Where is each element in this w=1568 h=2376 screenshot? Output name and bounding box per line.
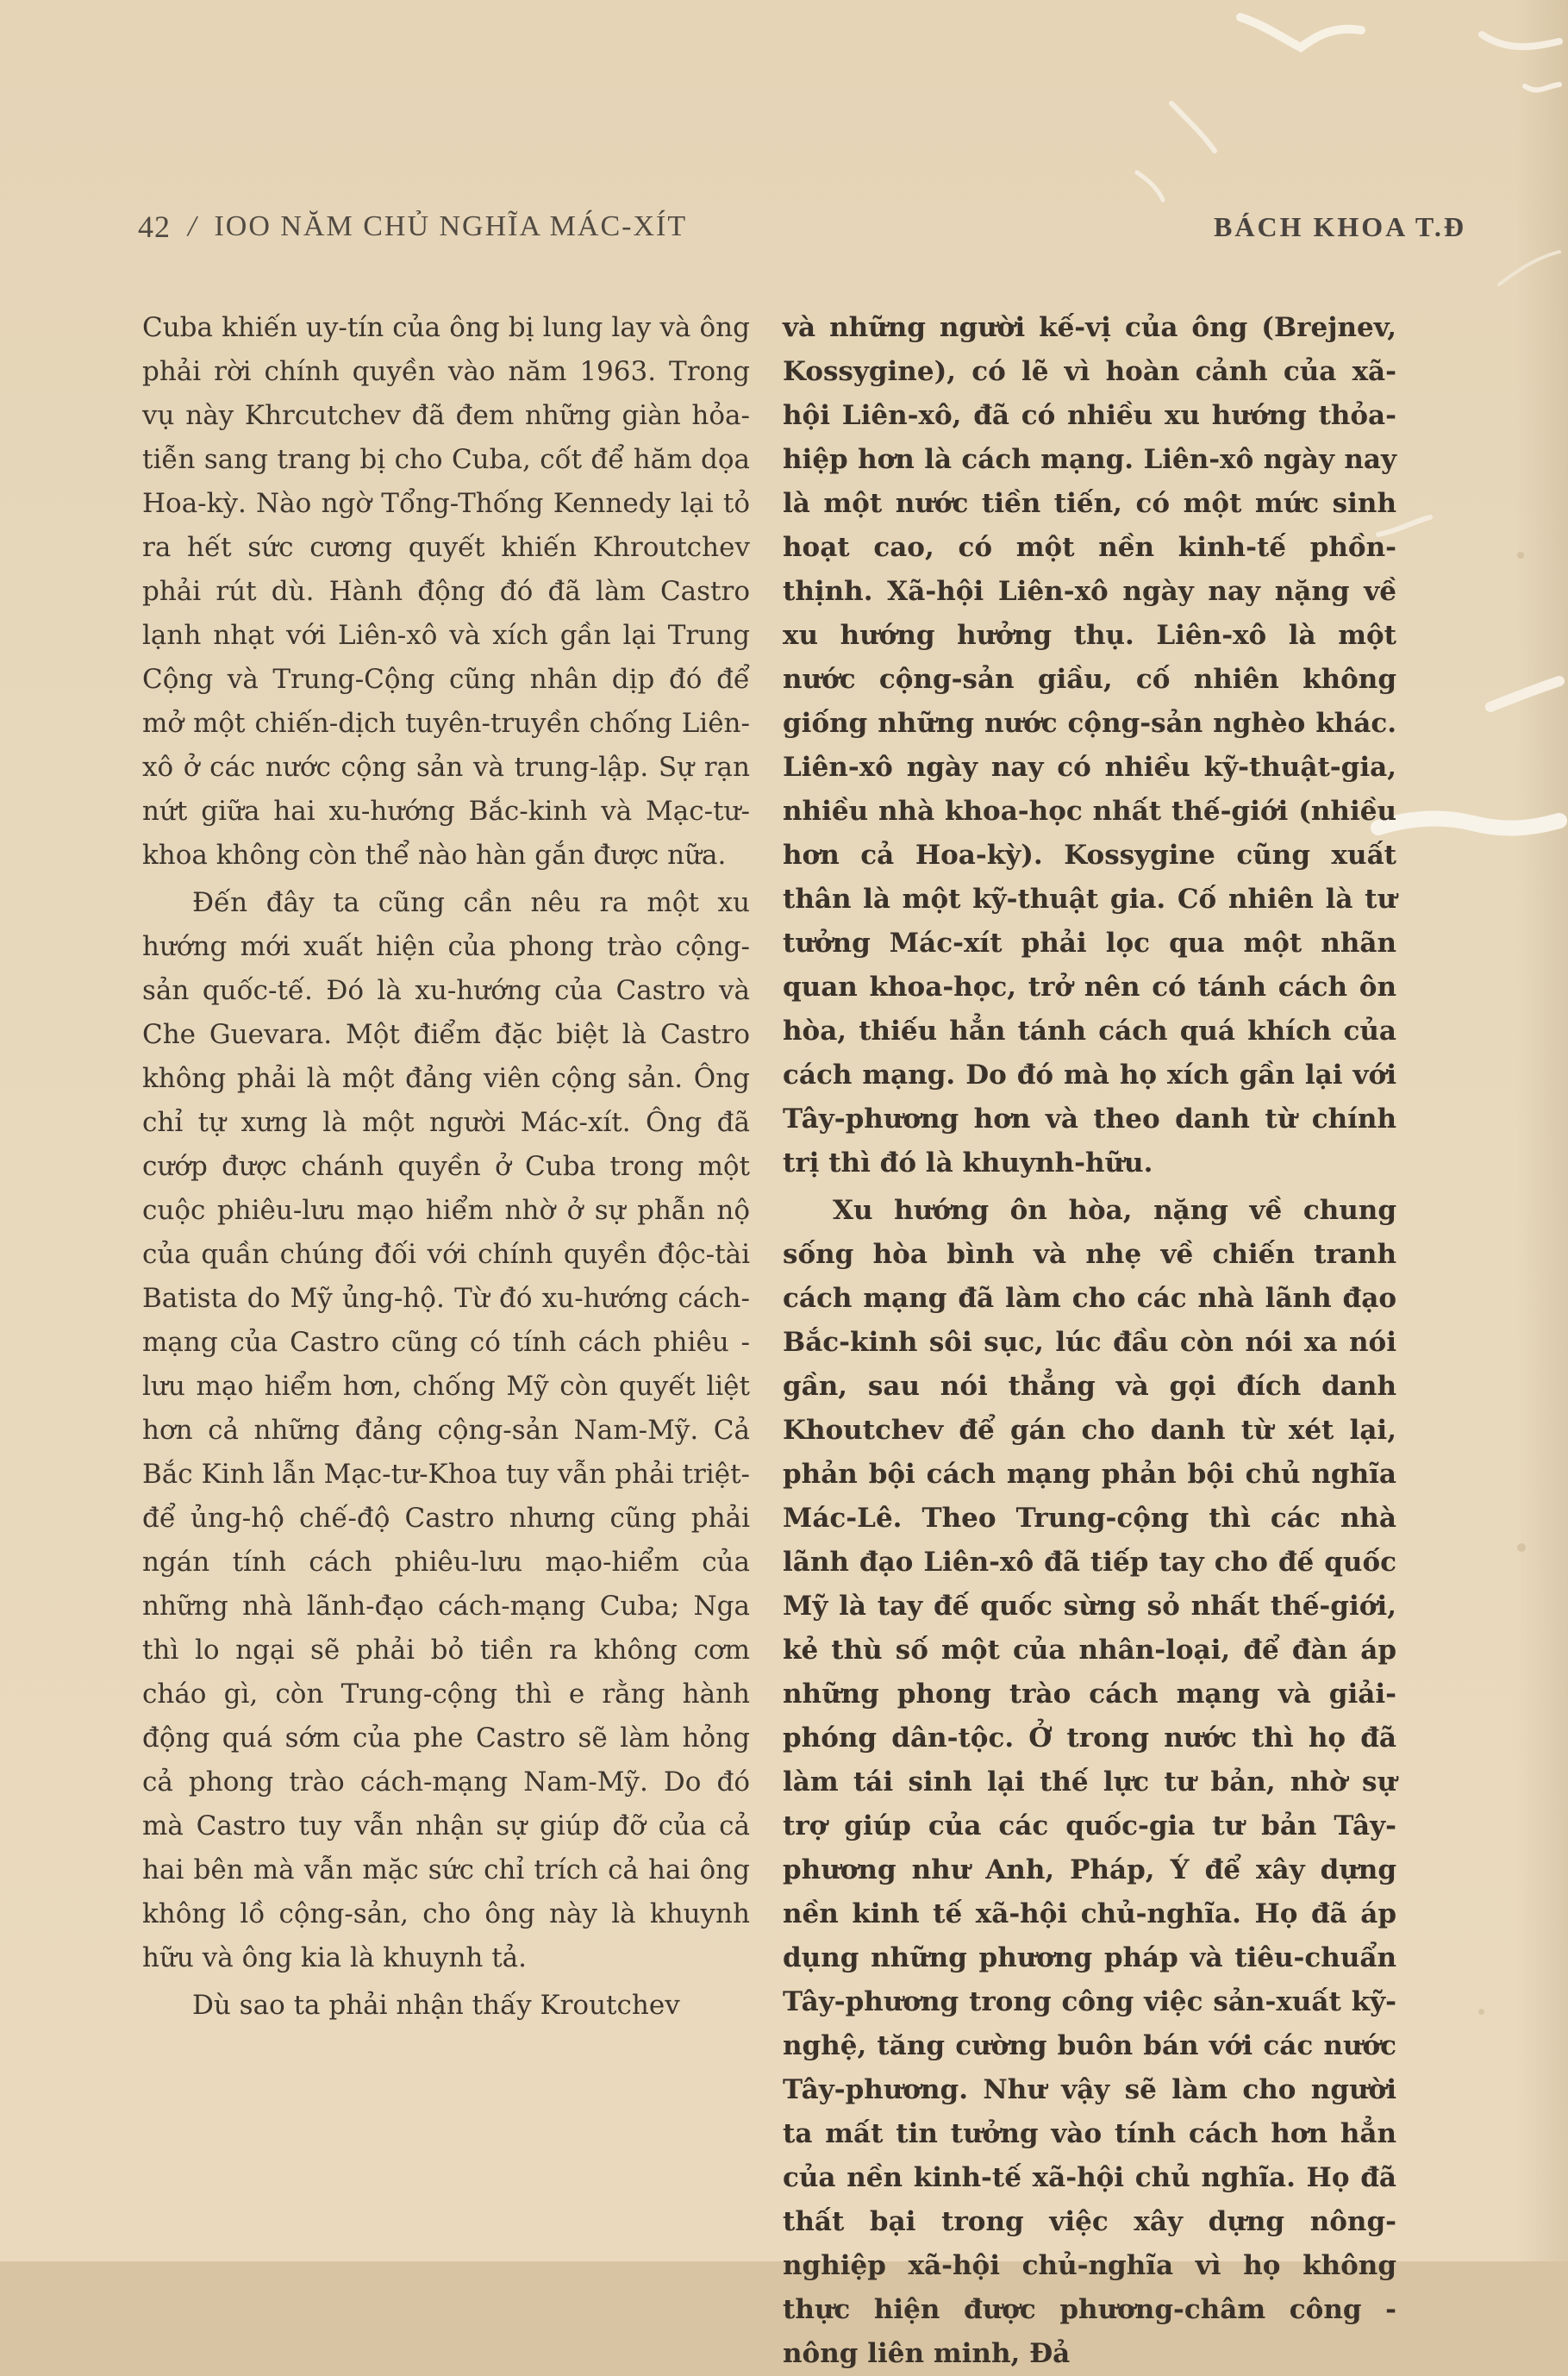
right-text-column [783,306,1396,2376]
left-paragraph-2: Đến đây ta cũng cần nêu ra một xu hướng mới xuất hiện của phong trào cộng-sản quốc-tế. Đó là xu-hướng của Castro và Che Guevara. Một điểm đặc biệt là Castro không phải là một đảng viên cộng sản. Ông chỉ tự xưng là một người Mác-xít. Ông đã cướp được chánh quyền ở Cuba trong một cuộc phiêu-lưu mạo hiểm nhờ ở sự phẫn nộ của quần chúng đối với chính quyền độc-tài Batista do Mỹ ủng-hộ. Từ đó xu-hướng cách-mạng của Castro cũng có tính cách phiêu - lưu mạo hiểm hơn, chống Mỹ còn quyết liệt hơn cả những đảng cộng-sản Nam-Mỹ. Cả Bắc Kinh lẫn Mạc-tư-Khoa tuy vẫn phải triệt-để ủng-hộ chế-độ Castro nhưng cũng phải ngán tính cách phiêu-lưu mạo-hiểm của những nhà lãnh-đạo cách-mạng Cuba; Nga thì lo ngại sẽ phải bỏ tiền ra không cơm cháo gì, còn Trung-cộng thì e rằng hành động quá sớm của phe Castro sẽ làm hỏng cả phong trào cách-mạng Nam-Mỹ. Do đó mà Castro tuy vẫn nhận sự giúp đỡ của cả hai bên mà vẫn mặc sức chỉ trích cả hai ông không lồ cộng-sản, cho ông này là khuynh hữu và ông kia là khuynh tả. [142,887,750,1973]
right-paragraph-2: Xu hướng ôn hòa, nặng về chung sống hòa bình và nhẹ về chiến tranh cách mạng đã làm cho các nhà lãnh đạo Bắc-kinh sôi sục, lúc đầu còn nói xa nói gần, sau nói thẳng và gọi đích danh Khoutchev để gán cho danh từ xét lại, phản bội cách mạng phản bội chủ nghĩa Mác-Lê. Theo Trung-cộng thì các nhà lãnh đạo Liên-xô đã tiếp tay cho đế quốc Mỹ là tay đế quốc sừng sỏ nhất thế-giới, kẻ thù số một của nhân-loại, để đàn áp những phong trào cách mạng và giải-phóng dân-tộc. Ở trong nước thì họ đã làm tái sinh lại thế lực tư bản, nhờ sự trợ giúp của các quốc-gia tư bản Tây-phương như Anh, Pháp, Ý để xây dựng nền kinh tế xã-hội chủ-nghĩa. Họ đã áp dụng những phương pháp và tiêu-chuẩn Tây-phương trong công việc sản-xuất kỹ-nghệ, tăng cường buôn bán với các nước Tây-phương. Như vậy sẽ làm cho người ta mất tin tưởng vào tính cách hơn hẳn của nền kinh-tế xã-hội chủ nghĩa. Họ đã thất bại trong việc xây dựng nông-nghiệp xã-hội chủ-nghĩa vì họ không thực hiện được phương-châm công - nông liên minh, Đả [783,1195,1396,2369]
left-paragraph-1: Cuba khiến uy-tín của ông bị lung lay và ông phải rời chính quyền vào năm 1963. Trong vụ này Khrcutchev đã đem những giàn hỏa-tiễn sang trang bị cho Cuba, cốt để hăm dọa Hoa-kỳ. Nào ngờ Tổng-Thống Kennedy lại tỏ ra hết sức cương quyết khiến Khroutchev phải rút dù. Hành động đó đã làm Castro lạnh nhạt với Liên-xô và xích gần lại Trung Cộng và Trung-Cộng cũng nhân dịp đó để mở một chiến-dịch tuyên-truyền chống Liên-xô ở các nước cộng sản và trung-lập. Sự rạn nứt giữa hai xu-hướng Bắc-kinh và Mạc-tư-khoa không còn thể nào hàn gắn được nữa. [142,312,750,871]
page-edge-shadow [1516,0,1568,2261]
paper-spot [1517,1543,1526,1552]
right-paragraph-1: và những người kế-vị của ông (Brejnev, Kossygine), có lẽ vì hoàn cảnh của xã-hội Liên-xô, đã có nhiều xu hướng thỏa-hiệp hơn là cách mạng. Liên-xô ngày nay là một nước tiền tiến, có một mức sinh hoạt cao, có một nền kinh-tế phồn-thịnh. Xã-hội Liên-xô ngày nay nặng về xu hướng hưởng thụ. Liên-xô là một nước cộng-sản giầu, cố nhiên không giống những nước cộng-sản nghèo khác. Liên-xô ngày nay có nhiều kỹ-thuật-gia, nhiều nhà khoa-học nhất thế-giới (nhiều hơn cả Hoa-kỳ). Kossygine cũng xuất thân là một kỹ-thuật gia. Cố nhiên là tư tưởng Mác-xít phải lọc qua một nhãn quan khoa-học, trở nên có tánh cách ôn hòa, thiếu hẳn tánh cách quá khích của cách mạng. Do đó mà họ xích gần lại với Tây-phương hơn và theo danh từ chính trị thì đó là khuynh-hữu. [783,312,1396,1179]
paper-spot [1517,552,1524,559]
header-divider: / [188,210,197,242]
page-header [138,205,1466,248]
left-paragraph-3: Dù sao ta phải nhận thấy Kroutchev [192,1990,680,2021]
left-text-column [142,306,750,2028]
paper-spot [1478,2009,1484,2015]
page-number: 42 [138,209,171,244]
header-left-group [138,209,687,245]
journal-title: BÁCH KHOA T.Đ [1214,210,1466,242]
running-title: IOO NĂM CHỦ NGHĨA MÁC-XÍT [214,210,688,242]
